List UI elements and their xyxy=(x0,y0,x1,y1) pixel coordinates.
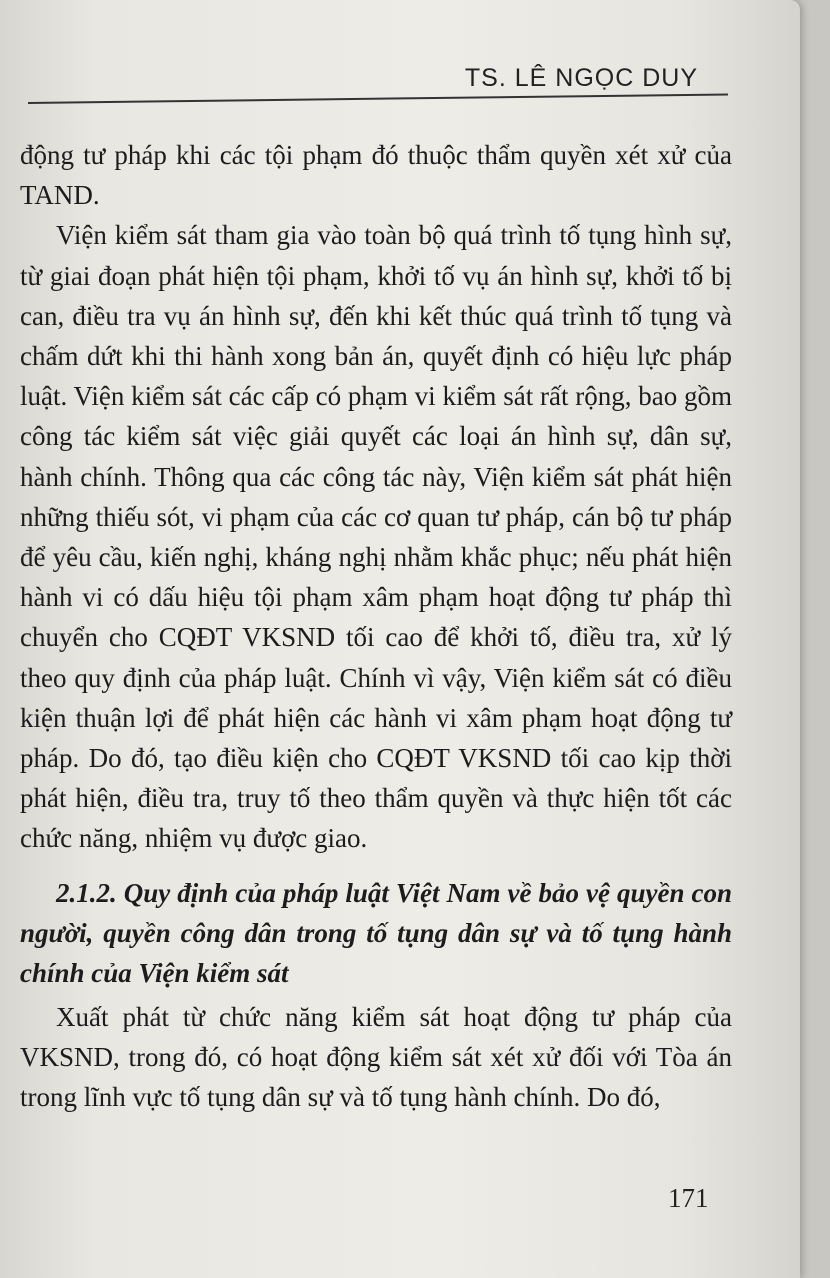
running-header-author: TS. LÊ NGỌC DUY xyxy=(464,64,698,92)
header-rule xyxy=(28,93,728,104)
page-number: 171 xyxy=(668,1183,709,1213)
page-body xyxy=(20,135,732,1117)
paragraph: Viện kiểm sát tham gia vào toàn bộ quá trình tố tụng hình sự, từ giai đoạn phát hiện tội phạm, khởi tố vụ án hình sự, khởi tố bị can, điều tra vụ án hình sự, đến khi kết thúc quá trình tố tụng và chấm dứt khi thi hành xong bản án, quyết định có hiệu lực pháp luật. Viện kiểm sát các cấp có phạm vi kiểm sát rất rộng, bao gồm công tác kiểm sát việc giải quyết các loại án hình sự, dân sự, hành chính. Thông qua các công tác này, Viện kiểm sát phát hiện những thiếu sót, vi phạm của các cơ quan tư pháp, cán bộ tư pháp để yêu cầu, kiến nghị, kháng nghị nhằm khắc phục; nếu phát hiện hành vi có dấu hiệu tội phạm xâm phạm hoạt động tư pháp thì chuyển cho CQĐT VKSND tối cao để khởi tố, điều tra, xử lý theo quy định của pháp luật. Chính vì vậy, Viện kiểm sát có điều kiện thuận lợi để phát hiện các hành vi xâm phạm hoạt động tư pháp. Do đó, tạo điều kiện cho CQĐT VKSND tối cao kịp thời phát hiện, điều tra, truy tố theo thẩm quyền và thực hiện tốt các chức năng, nhiệm vụ được giao. xyxy=(20,220,732,854)
paragraph-continued: động tư pháp khi các tội phạm đó thuộc thẩm quyền xét xử của TAND. xyxy=(20,140,732,211)
section-heading: 2.1.2. Quy định của pháp luật Việt Nam về bảo vệ quyền con người, quyền công dân trong tố tụng dân sự và tố tụng hành chính của Viện kiểm sát xyxy=(20,877,732,988)
paragraph: Xuất phát từ chức năng kiểm sát hoạt động tư pháp của VKSND, trong đó, có hoạt động kiểm sát xét xử đối với Tòa án trong lĩnh vực tố tụng dân sự và tố tụng hành chính. Do đó, xyxy=(20,1001,732,1113)
